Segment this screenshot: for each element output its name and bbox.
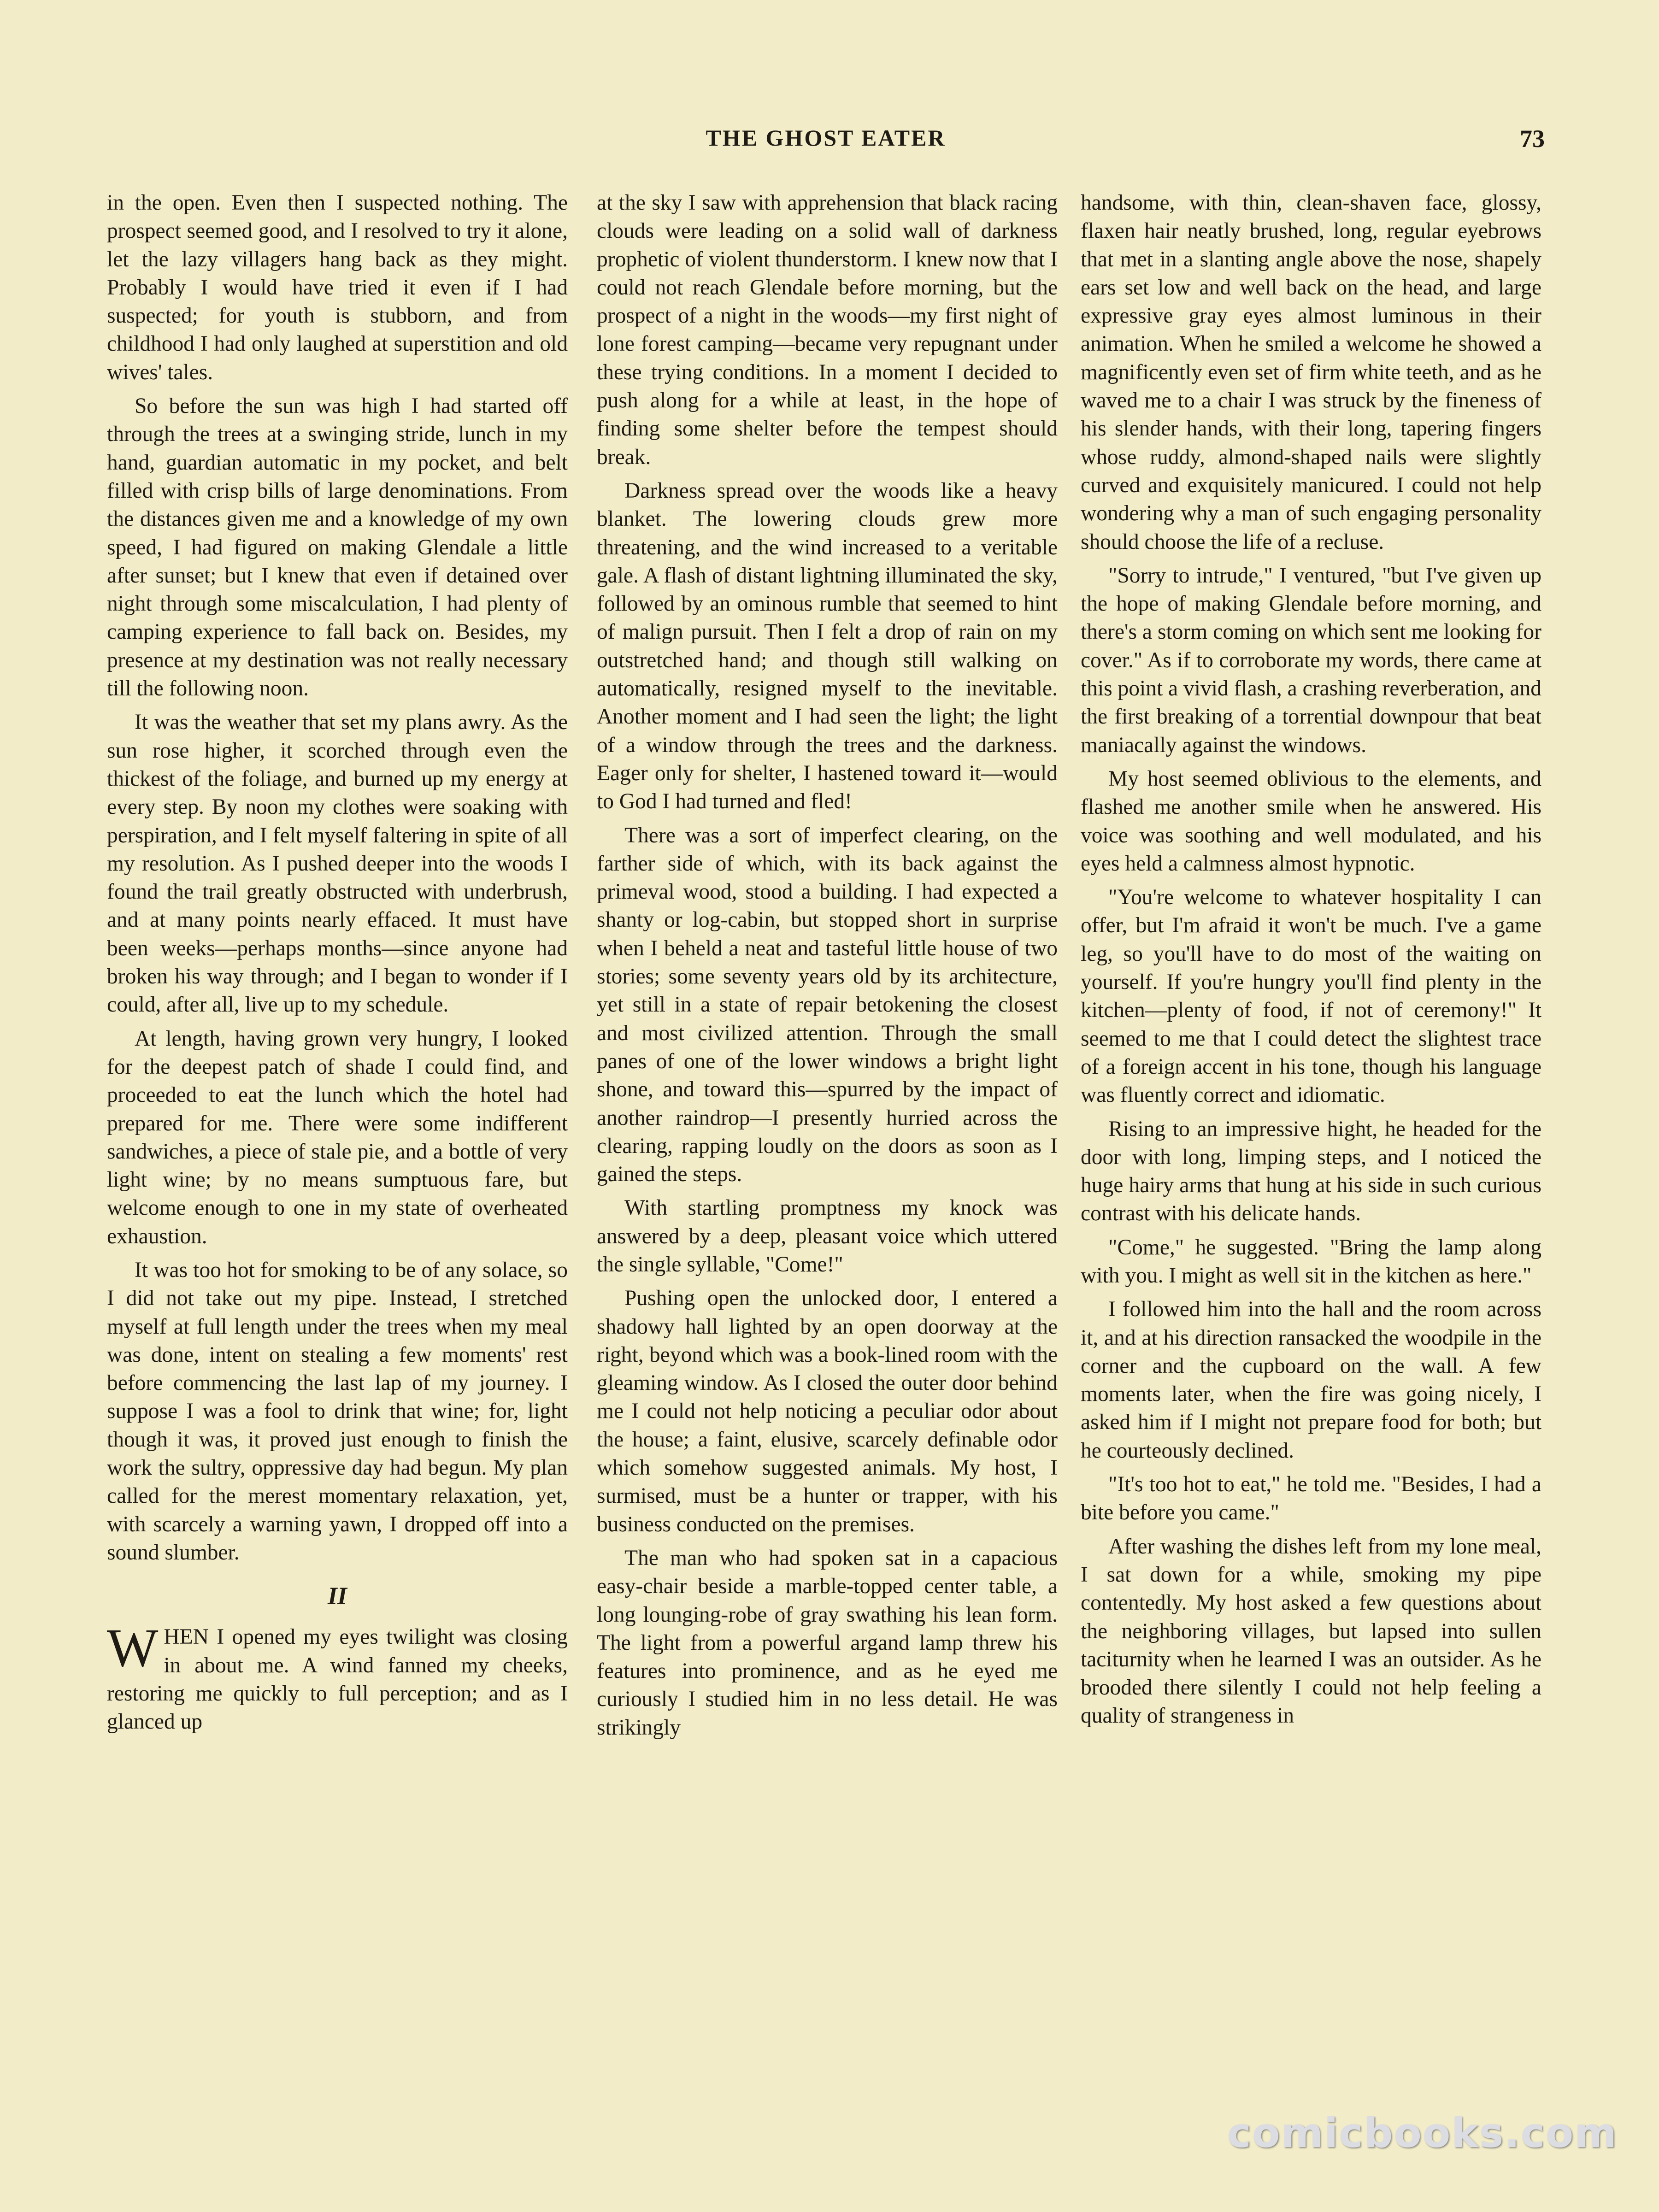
site-watermark: comicbooks.com — [1227, 2109, 1618, 2157]
paragraph: So before the sun was high I had started off through the trees at a swinging stride, lunch in my hand, guardian automatic in my pocket, and belt filled with crisp bills of large denominations. From the distances given me and a knowledge of my own speed, I had figured on making Glendale a little after sunset; but I knew that even if detained over night through some miscalculation, I had plenty of camping experience to fall back on. Besides, my presence at my destination was not really necessary till the following noon. — [107, 394, 568, 701]
paragraph: in the open. Even then I suspected nothing. The prospect seemed good, and I resolved to try it alone, let the lazy villagers hang back as they might. Probably I would have tried it even if I had suspected; for youth is stubborn, and from childhood I had only laughed at superstition and old wives' tales. — [107, 191, 568, 384]
paragraph-dropcap — [107, 1618, 568, 1736]
paragraph: at the sky I saw with apprehension that black racing clouds were leading on a solid wall of darkness prophetic of violent thunderstorm. I knew now that I could not reach Glendale before morning, but the prospect of a night in the woods—my first night of lone forest camping—became very repugnant under these trying conditions. In a moment I decided to push along for a while at least, in the hope of finding some shelter before the tempest should break. — [597, 191, 1058, 469]
paragraph: "It's too hot to eat," he told me. "Besides, I had a bite before you came." — [1081, 1472, 1541, 1525]
paragraph: I followed him into the hall and the room across it, and at his direction ransacked the woodpile in the corner and the cupboard on the wall. A few moments later, when the fire was going nicely, I asked him if I might not prepare food for both; but he courteously declined. — [1081, 1297, 1541, 1463]
page-number: 73 — [1520, 125, 1545, 153]
paragraph: The man who had spoken sat in a capacious easy-chair beside a marble-topped center table, a long lounging-robe of gray swathing his lean form. The light from a powerful argand lamp threw his features into prominence, and as he eyed me curiously I studied him in no less detail. He was strikingly — [597, 1546, 1058, 1740]
paragraph: Pushing open the unlocked door, I entered a shadowy hall lighted by an open doorway at the right, beyond which was a book-lined room with the gleaming window. As I closed the outer door behind me I could not help noticing a peculiar odor about the house; a faint, elusive, scarcely definable odor which somehow suggested animals. My host, I surmised, must be a hunter or trapper, with his business conducted on the premises. — [597, 1286, 1058, 1536]
paragraph: It was too hot for smoking to be of any solace, so I did not take out my pipe. Instead, I stretched myself at full length under the trees when my meal was done, intent on stealing a few moments' rest before commencing the last lap of my journey. I suppose I was a fool to drink that wine; for, light though it was, it proved just enough to finish the work the sultry, oppressive day had begun. My plan called for the merest momentary relaxation, yet, with scarcely a warning yawn, I dropped off into a sound slumber. — [107, 1258, 568, 1565]
paragraph-text: HEN I opened my eyes twilight was closing in about me. A wind fanned my cheeks, restoring me quickly to full perception; and as I glanced up — [107, 1625, 568, 1734]
paragraph: Darkness spread over the woods like a heavy blanket. The lowering clouds grew more threatening, and the wind increased to a veritable gale. A flash of distant lightning illuminated the sky, followed by an ominous rumble that seemed to hint of malign pursuit. Then I felt a drop of rain on my outstretched hand; and though still walking on automatically, resigned myself to the inevitable. Another moment and I had seen the light; the light of a window through the trees and the darkness. Eager only for shelter, I hastened toward it—would to God I had turned and fled! — [597, 478, 1058, 814]
paragraph: It was the weather that set my plans awry. As the sun rose higher, it scorched through even the thickest of the foliage, and burned up my energy at every step. By noon my clothes were soaking with perspiration, and I felt myself faltering in spite of all my resolution. As I pushed deeper into the woods I found the trail greatly obstructed with underbrush, and at many points nearly effaced. It must have been weeks—perhaps months—since anyone had broken his way through; and I began to wonder if I could, after all, live up to my schedule. — [107, 710, 568, 1017]
running-title: THE GHOST EATER — [706, 125, 946, 151]
page-header — [107, 124, 1545, 157]
paragraph: At length, having grown very hungry, I looked for the deepest patch of shade I could find, and proceeded to eat the lunch which the hotel had prepared for me. There were some indifferent sandwiches, a piece of stale pie, and a bottle of very light wine; by no means sumptuous fare, but welcome enough to one in my state of overheated exhaustion. — [107, 1026, 568, 1248]
paragraph: After washing the dishes left from my lone meal, I sat down for a while, smoking my pipe contentedly. My host asked a few questions about the neighboring villages, but lapsed into sullen taciturnity when he learned I was an outsider. As he brooded there silently I could not help feeling a quality of strangeness in — [1081, 1534, 1541, 1728]
drop-cap-letter: W — [107, 1618, 159, 1678]
paragraph: "You're welcome to whatever hospitality I can offer, but I'm afraid it won't be much. I've a game leg, so you'll have to do most of the waiting on yourself. If you're hungry you'll find plenty in the kitchen—plenty of food, if not of ceremony!" It seemed to me that I could detect the slightest trace of a foreign accent in his tone, though his language was fluently correct and idiomatic. — [1081, 885, 1541, 1107]
text-column-1 — [107, 189, 568, 1741]
paragraph: Rising to an impressive hight, he headed for the door with long, limping steps, and I noticed the huge hairy arms that hung at his side in such curious contrast with his delicate hands. — [1081, 1117, 1541, 1226]
section-number: II — [327, 1582, 347, 1610]
paragraph: With startling promptness my knock was answered by a deep, pleasant voice which uttered the single syllable, "Come!" — [597, 1196, 1058, 1277]
paragraph: "Come," he suggested. "Bring the lamp along with you. I might as well sit in the kitchen as here." — [1081, 1235, 1541, 1288]
paragraph: "Sorry to intrude," I ventured, "but I've given up the hope of making Glendale before morning, and there's a storm coming on which sent me looking for cover." As if to corroborate my words, there came at this point a vivid flash, a crashing reverberation, and the first breaking of a torrential downpour that beat maniacally against the windows. — [1081, 563, 1541, 757]
paragraph: My host seemed oblivious to the elements, and flashed me another smile when he answered. His voice was soothing and well modulated, and his eyes held a calmness almost hypnotic. — [1081, 766, 1541, 876]
text-column-2 — [597, 189, 1058, 1747]
paragraph: handsome, with thin, clean-shaven face, glossy, flaxen hair neatly brushed, long, regular eyebrows that met in a slanting angle above the nose, shapely ears set low and well back on the head, and large expressive gray eyes almost luminous in their animation. When he smiled a welcome he showed a magnificently even set of firm white teeth, and as he waved me to a chair I was struck by the fineness of his slender hands, with their long, tapering fingers whose ruddy, almond-shaped nails were slightly curved and exquisitely manicured. I could not help wondering why a man of such engaging personality should choose the life of a recluse. — [1081, 191, 1541, 554]
text-column-3 — [1081, 189, 1541, 1736]
paragraph: There was a sort of imperfect clearing, on the farther side of which, with its back against the primeval wood, stood a building. I had expected a shanty or log-cabin, but stopped short in surprise when I beheld a neat and tasteful little house of two stories; some seventy years old by its architecture, yet still in a state of repair betokening the closest and most civilized attention. Through the small panes of one of the lower windows a bright light shone, and toward this—spurred by the impact of another raindrop—I presently hurried across the clearing, rapping loudly on the doors as soon as I gained the steps. — [597, 823, 1058, 1187]
